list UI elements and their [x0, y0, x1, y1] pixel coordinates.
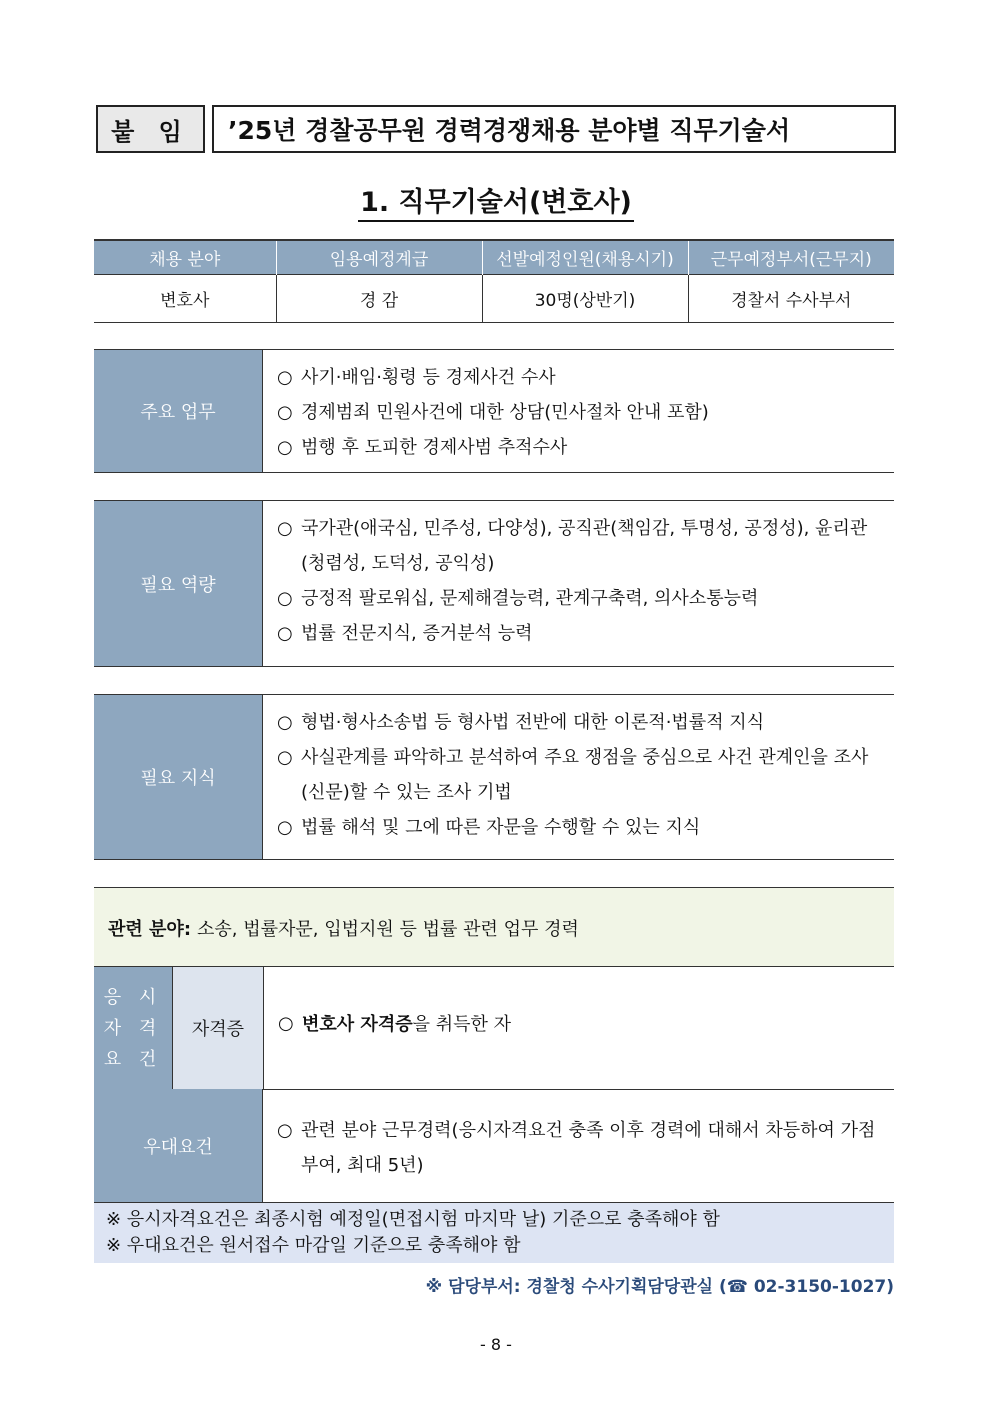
attachment-tag: 붙 임: [96, 105, 205, 153]
related-field: [94, 887, 894, 967]
summary-value-rank: 경 감: [276, 275, 482, 323]
list-item: ○ 범행 후 도피한 경제사범 추적수사: [277, 437, 568, 458]
duties-block: [94, 349, 894, 473]
list-item: ○ 관련 분야 근무경력(응시자격요건 충족 이후 경력에 대해서 차등하여 가점 부여, 최대 5년): [277, 1120, 876, 1176]
qualification-block: [94, 966, 894, 1090]
summary-header-rank: 임용예정계급: [276, 240, 482, 275]
contact-info: ※ 담당부서: 경찰청 수사기획담당관실 (☎ 02-3150-1027): [425, 1277, 894, 1297]
summary-table: [94, 239, 894, 323]
list-item: ○ 법률 전문지식, 증거분석 능력: [277, 623, 533, 644]
notes-box: [94, 1203, 894, 1263]
qualification-body: ○ 변호사 자격증 을 취득한 자: [264, 957, 894, 1089]
duties-label: 주요 업무: [94, 350, 263, 472]
competency-block: [94, 500, 894, 667]
note-line: ※ 우대요건은 원서접수 마감일 기준으로 충족해야 함: [106, 1235, 521, 1256]
section-title-text: 1. 직무기술서(변호사): [358, 187, 634, 222]
qualification-sublabel: 자격증: [173, 967, 264, 1089]
summary-value-field: 변호사: [94, 275, 276, 323]
summary-header-dept: 근무예정부서(근무지): [688, 240, 894, 275]
duties-body: [263, 350, 894, 472]
summary-header-count: 선발예정인원(채용시기): [482, 240, 688, 275]
note-line: ※ 응시자격요건은 최종시험 예정일(면접시험 마지막 날) 기준으로 충족해야 함: [106, 1209, 720, 1230]
list-item: ○ 경제범죄 민원사건에 대한 상담(민사절차 안내 포함): [277, 402, 709, 423]
related-field-label: 관련 분야:: [108, 918, 192, 940]
qualification-bold: 변호사 자격증: [302, 1014, 413, 1035]
competency-body: [263, 501, 894, 666]
list-item: ○ 긍정적 팔로워십, 문제해결능력, 관계구축력, 의사소통능력: [277, 588, 759, 609]
summary-value-count: 30명(상반기): [482, 275, 688, 323]
related-field-text: 소송, 법률자문, 입법지원 등 법률 관련 업무 경력: [197, 918, 579, 940]
list-item: ○ 사기·배임·횡령 등 경제사건 수사: [277, 367, 556, 388]
list-item: ○ 사실관계를 파악하고 분석하여 주요 쟁점을 중심으로 사건 관계인을 조사 (신문)할 수 있는 조사 기법: [277, 747, 869, 803]
knowledge-body: [263, 695, 894, 859]
qualification-label: 응 시 자 격 요 건: [94, 967, 173, 1089]
section-title: [0, 180, 992, 219]
summary-header-field: 채용 분야: [94, 240, 276, 275]
knowledge-label: 필요 지식: [94, 695, 263, 859]
list-item: ○ 법률 해석 및 그에 따른 자문을 수행할 수 있는 지식: [277, 817, 701, 838]
page-number: - 8 -: [480, 1335, 512, 1354]
document-title: ’25년 경찰공무원 경력경쟁채용 분야별 직무기술서: [212, 105, 896, 153]
qualification-rest: 을 취득한 자: [412, 1014, 511, 1035]
list-item: ○ 형법·형사소송법 등 형사법 전반에 대한 이론적·법률적 지식: [277, 712, 765, 733]
summary-value-row: [94, 275, 894, 323]
list-item: ○ 국가관(애국심, 민주성, 다양성), 공직관(책임감, 투명성, 공정성), 윤리관 (청렴성, 도덕성, 공익성): [277, 518, 868, 574]
preference-block: [94, 1089, 894, 1203]
preference-body: [263, 1089, 894, 1202]
knowledge-block: [94, 694, 894, 860]
summary-header-row: [94, 240, 894, 275]
summary-value-dept: 경찰서 수사부서: [688, 275, 894, 323]
preference-label: 우대요건: [94, 1089, 263, 1202]
competency-label: 필요 역량: [94, 501, 263, 666]
